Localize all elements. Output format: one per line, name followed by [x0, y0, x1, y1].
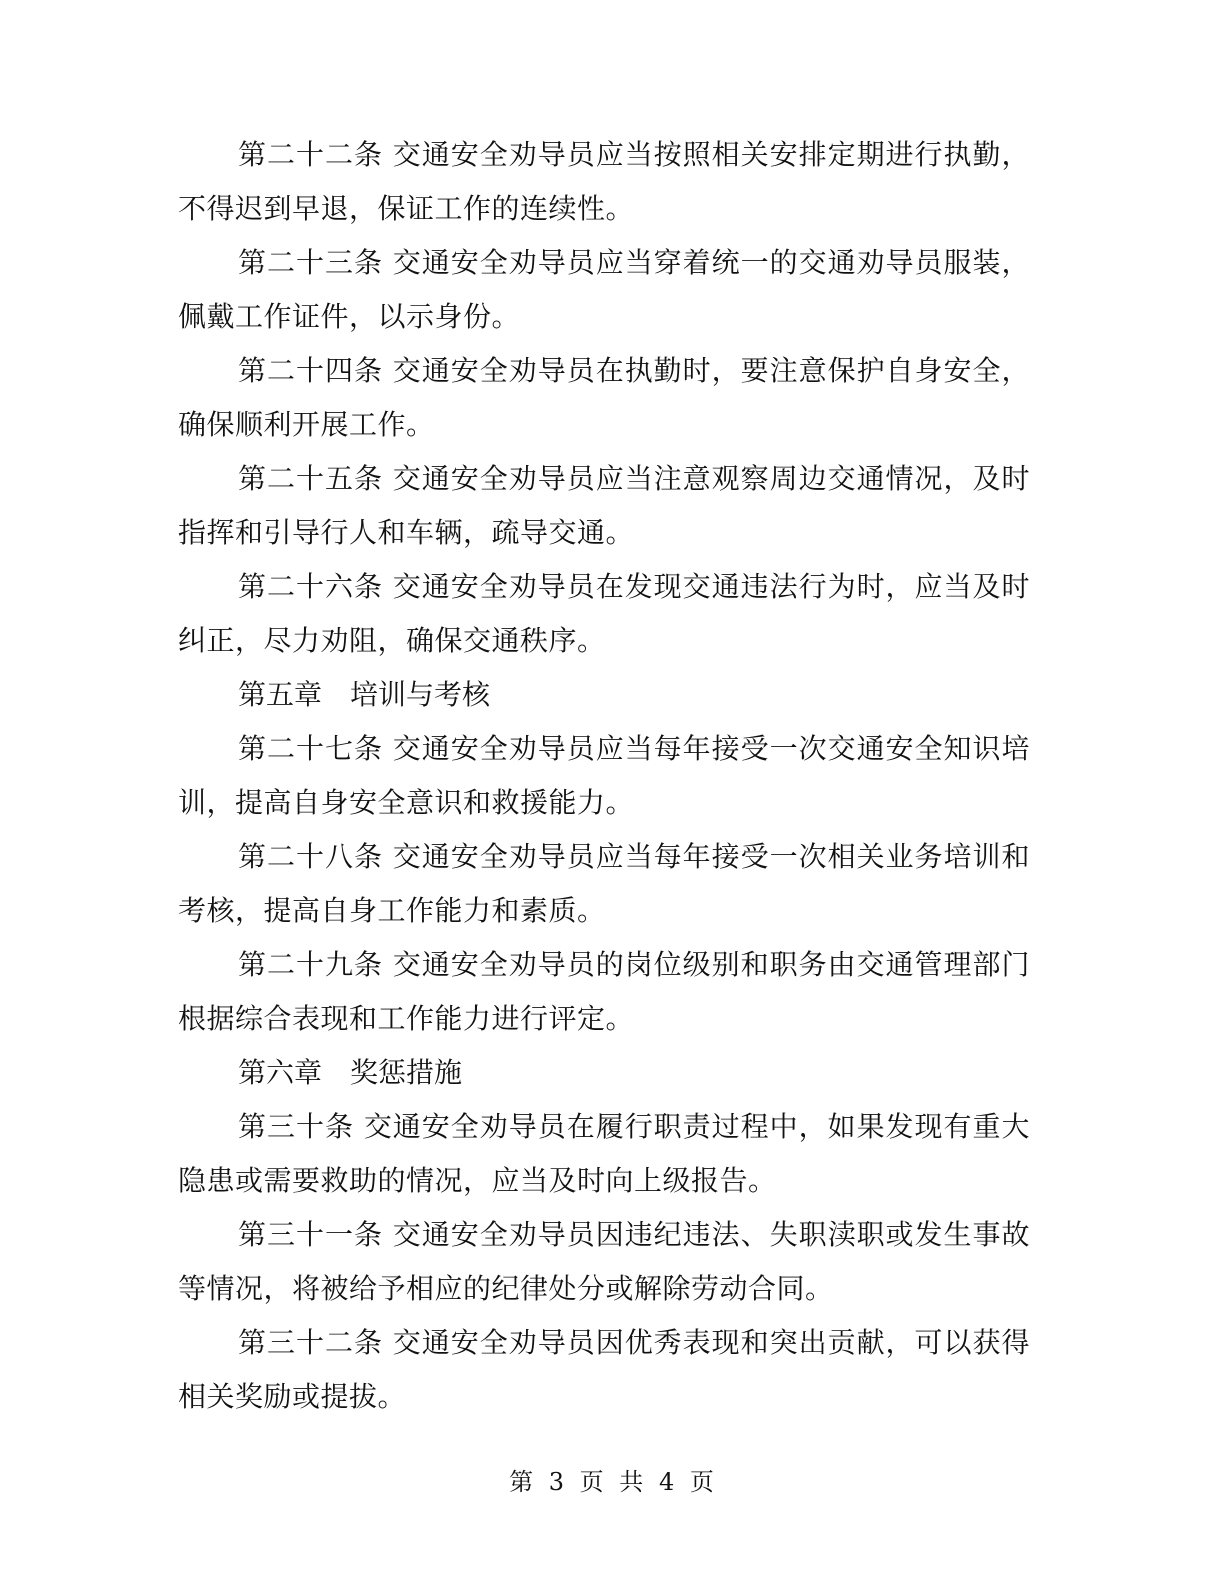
document-body	[178, 128, 1030, 1424]
article-31: 第三十一条 交通安全劝导员因违纪违法、失职渎职或发生事故等情况，将被给予相应的纪律处分或解除劳动合同。	[178, 1218, 1030, 1305]
article-32: 第三十二条 交通安全劝导员因优秀表现和突出贡献，可以获得相关奖励或提拔。	[178, 1326, 1030, 1413]
article-26: 第二十六条 交通安全劝导员在发现交通违法行为时，应当及时纠正，尽力劝阻，确保交通秩序。	[178, 570, 1030, 657]
article-22: 第二十二条 交通安全劝导员应当按照相关安排定期进行执勤，不得迟到早退，保证工作的连续性。	[178, 138, 1030, 225]
article-27: 第二十七条 交通安全劝导员应当每年接受一次交通安全知识培训，提高自身安全意识和救援能力。	[178, 732, 1030, 819]
article-24: 第二十四条 交通安全劝导员在执勤时，要注意保护自身安全，确保顺利开展工作。	[178, 354, 1030, 441]
article-23: 第二十三条 交通安全劝导员应当穿着统一的交通劝导员服装，佩戴工作证件，以示身份。	[178, 246, 1030, 333]
article-28: 第二十八条 交通安全劝导员应当每年接受一次相关业务培训和考核，提高自身工作能力和素质。	[178, 840, 1030, 927]
chapter-5-heading: 第五章 培训与考核	[238, 678, 491, 711]
article-29: 第二十九条 交通安全劝导员的岗位级别和职务由交通管理部门根据综合表现和工作能力进行评定。	[178, 948, 1030, 1035]
article-25: 第二十五条 交通安全劝导员应当注意观察周边交通情况，及时指挥和引导行人和车辆，疏导交通。	[178, 462, 1030, 549]
chapter-6-heading: 第六章 奖惩措施	[238, 1056, 463, 1089]
page-number-footer: 第 3 页 共 4 页	[509, 1468, 715, 1496]
article-30: 第三十条 交通安全劝导员在履行职责过程中，如果发现有重大隐患或需要救助的情况，应当及时向上级报告。	[178, 1110, 1030, 1197]
